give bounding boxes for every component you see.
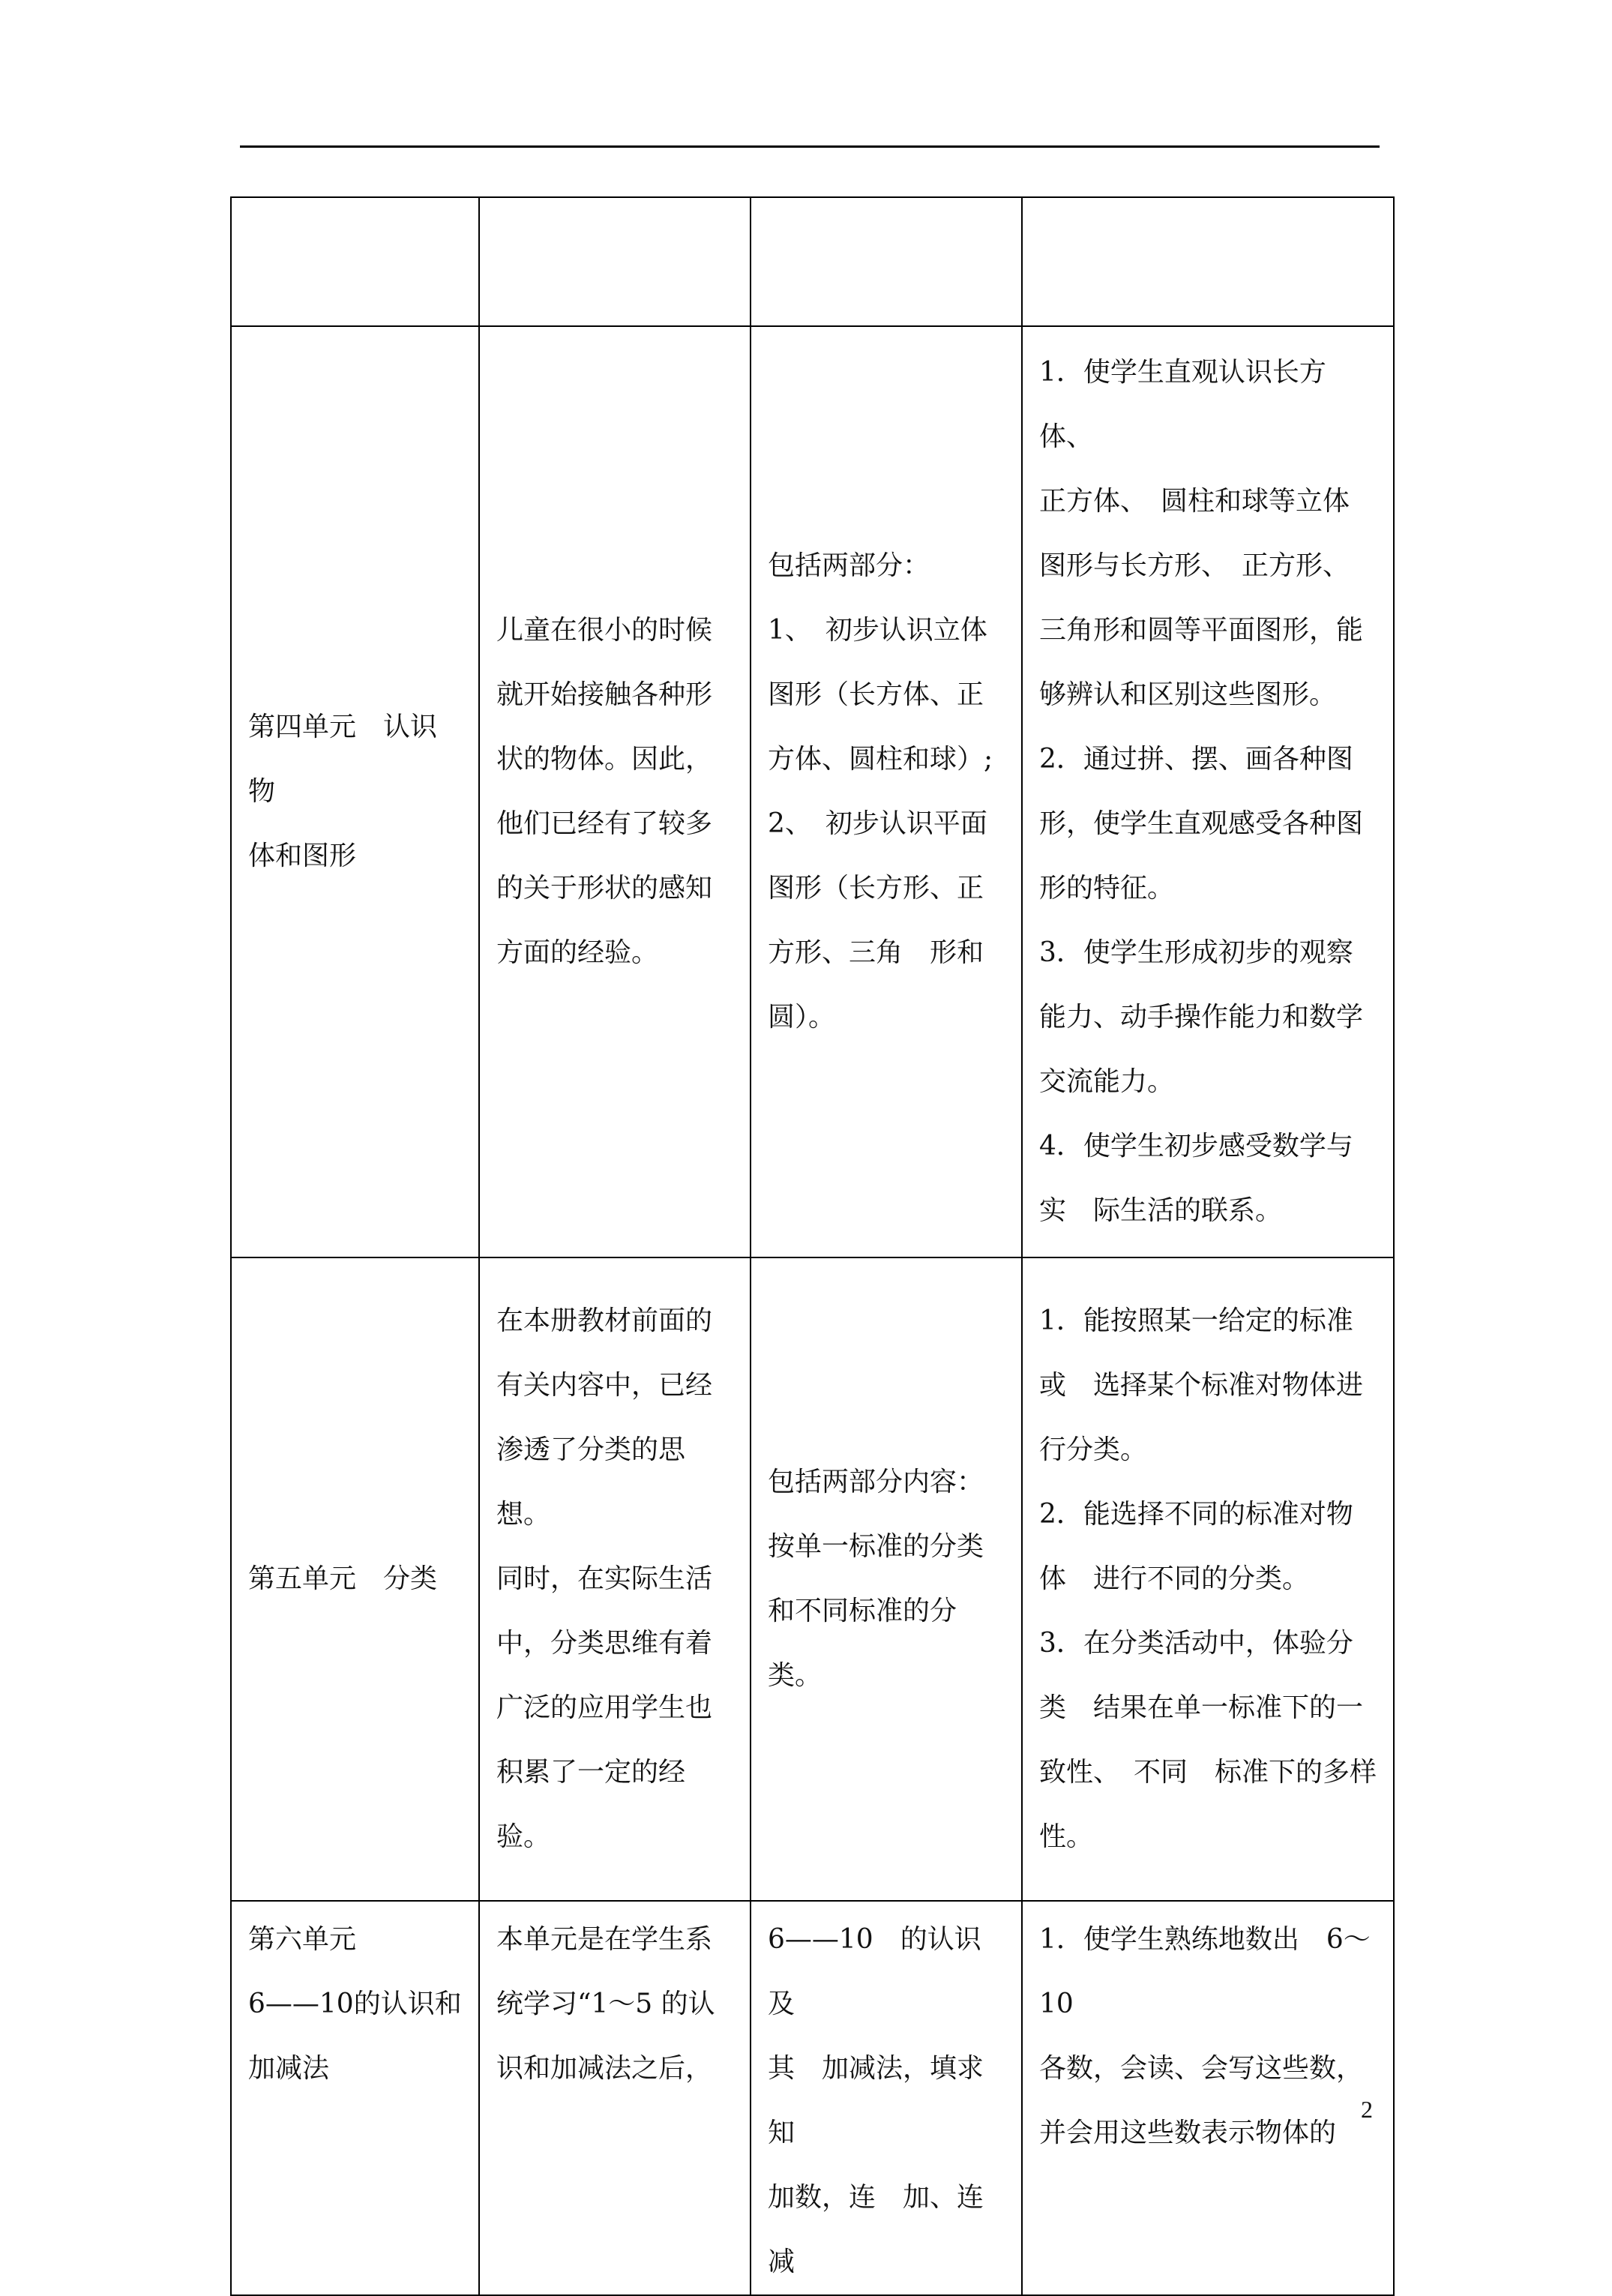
cell-line: 加数，连 加、连减	[768, 2182, 984, 2277]
cell-line: 正方体、 圆柱和球等立体	[1039, 486, 1350, 517]
cell-line: 1．使学生熟练地数出 6～10	[1039, 1924, 1371, 2019]
table-row	[231, 1257, 1394, 1901]
page-number: 2	[1361, 2096, 1373, 2123]
cell-line: 儿童在很小的时候	[496, 615, 713, 646]
cell-line: 2、 初步认识平面	[768, 808, 987, 839]
cell-line: 包括两部分内容：	[768, 1467, 984, 1497]
cell-line: 实 际生活的联系。	[1039, 1195, 1283, 1226]
cell-line: 并会用这些数表示物体的	[1039, 2118, 1337, 2148]
cell-line: 1、 初步认识立体	[768, 615, 987, 646]
cell-line: 4．使学生初步感受数学与	[1039, 1131, 1353, 1161]
cell-line: 方体、圆柱和球）;	[768, 744, 993, 775]
table-row	[231, 326, 1394, 1257]
table-row	[231, 197, 1394, 326]
cell-line: 中，分类思维有着	[496, 1628, 713, 1659]
cell-line: 广泛的应用学生也	[496, 1692, 713, 1723]
cell-line: 第六单元	[248, 1924, 357, 1955]
unit-cell	[231, 1901, 479, 2295]
cell-line: 渗透了分类的思想。	[496, 1434, 686, 1530]
cell-line: 类 结果在单一标准下的一	[1039, 1692, 1364, 1723]
cell-line: 本单元是在学生系	[496, 1924, 713, 1955]
cell-line: 形，使学生直观感受各种图	[1039, 808, 1364, 839]
cell-line: 方形、三角 形和	[768, 937, 984, 968]
cell-line: 能力、动手操作能力和数学	[1039, 1002, 1364, 1033]
cell-line: 图形与长方形、 正方形、	[1039, 550, 1350, 581]
cell-line: 图形（长方形、正	[768, 873, 984, 904]
background-cell	[479, 326, 751, 1257]
cell-line: 加减法	[248, 2053, 330, 2084]
cell-line: 积累了一定的经验。	[496, 1757, 686, 1852]
unit-cell	[231, 1257, 479, 1901]
cell-line: 在本册教材前面的	[496, 1305, 713, 1336]
cell-line: 第五单元 分类	[248, 1563, 438, 1594]
cell-line: 按单一标准的分类	[768, 1531, 984, 1562]
cell-line: 体 进行不同的分类。	[1039, 1563, 1310, 1594]
cell-line: 统学习“1～5 的认	[496, 1989, 715, 2019]
cell-line: 1．能按照某一给定的标准	[1039, 1305, 1353, 1336]
cell-line: 三角形和圆等平面图形，能	[1039, 615, 1364, 646]
cell-line: 其 加减法，填求知	[768, 2053, 984, 2148]
unit-cell	[231, 326, 479, 1257]
cell-line: 2．能选择不同的标准对物	[1039, 1499, 1353, 1530]
curriculum-table	[230, 196, 1395, 2296]
cell-line: 3．在分类活动中，体验分	[1039, 1628, 1353, 1659]
cell-line: 的关于形状的感知	[496, 873, 713, 904]
empty-cell	[231, 197, 479, 326]
cell-line: 交流能力。	[1039, 1066, 1175, 1097]
table-row	[231, 1901, 1394, 2295]
cell-line: 他们已经有了较多	[496, 808, 713, 839]
cell-line: 有关内容中，已经	[496, 1370, 713, 1401]
cell-line: 方面的经验。	[496, 937, 659, 968]
cell-line: 或 选择某个标准对物体进	[1039, 1370, 1364, 1401]
cell-line: 2．通过拼、摆、画各种图	[1039, 744, 1353, 775]
header-rule	[240, 145, 1380, 148]
cell-line: 形的特征。	[1039, 873, 1175, 904]
cell-line: 行分类。	[1039, 1434, 1148, 1465]
background-cell	[479, 1257, 751, 1901]
cell-line: 图形（长方体、正	[768, 679, 984, 710]
empty-cell	[479, 197, 751, 326]
cell-line: 致性、 不同 标准下的多样	[1039, 1757, 1377, 1788]
content-cell	[751, 326, 1022, 1257]
cell-line: 就开始接触各种形	[496, 679, 713, 710]
empty-cell	[1022, 197, 1394, 326]
content-cell	[751, 1257, 1022, 1901]
cell-line: 1．使学生直观认识长方体、	[1039, 357, 1326, 452]
cell-line: 3．使学生形成初步的观察	[1039, 937, 1353, 968]
goals-cell	[1022, 1257, 1394, 1901]
cell-line: 和不同标准的分类。	[768, 1596, 957, 1691]
background-cell	[479, 1901, 751, 2295]
cell-line: 状的物体。因此，	[496, 744, 713, 775]
empty-cell	[751, 197, 1022, 326]
cell-line: 够辨认和区别这些图形。	[1039, 679, 1337, 710]
cell-line: 圆）。	[768, 1002, 836, 1033]
cell-line: 性。	[1039, 1821, 1094, 1852]
cell-line: 包括两部分：	[768, 550, 930, 581]
content-cell	[751, 1901, 1022, 2295]
cell-line: 各数，会读、会写这些数，	[1039, 2053, 1364, 2084]
cell-line: 6——10 的认识及	[768, 1924, 981, 2019]
goals-cell	[1022, 1901, 1394, 2295]
cell-line: 识和加减法之后，	[496, 2053, 713, 2084]
cell-line: 体和图形	[248, 841, 357, 871]
cell-line: 6——10的认识和	[248, 1989, 462, 2019]
cell-line: 第四单元 认识物	[248, 712, 438, 807]
cell-line: 同时，在实际生活	[496, 1563, 713, 1594]
goals-cell	[1022, 326, 1394, 1257]
